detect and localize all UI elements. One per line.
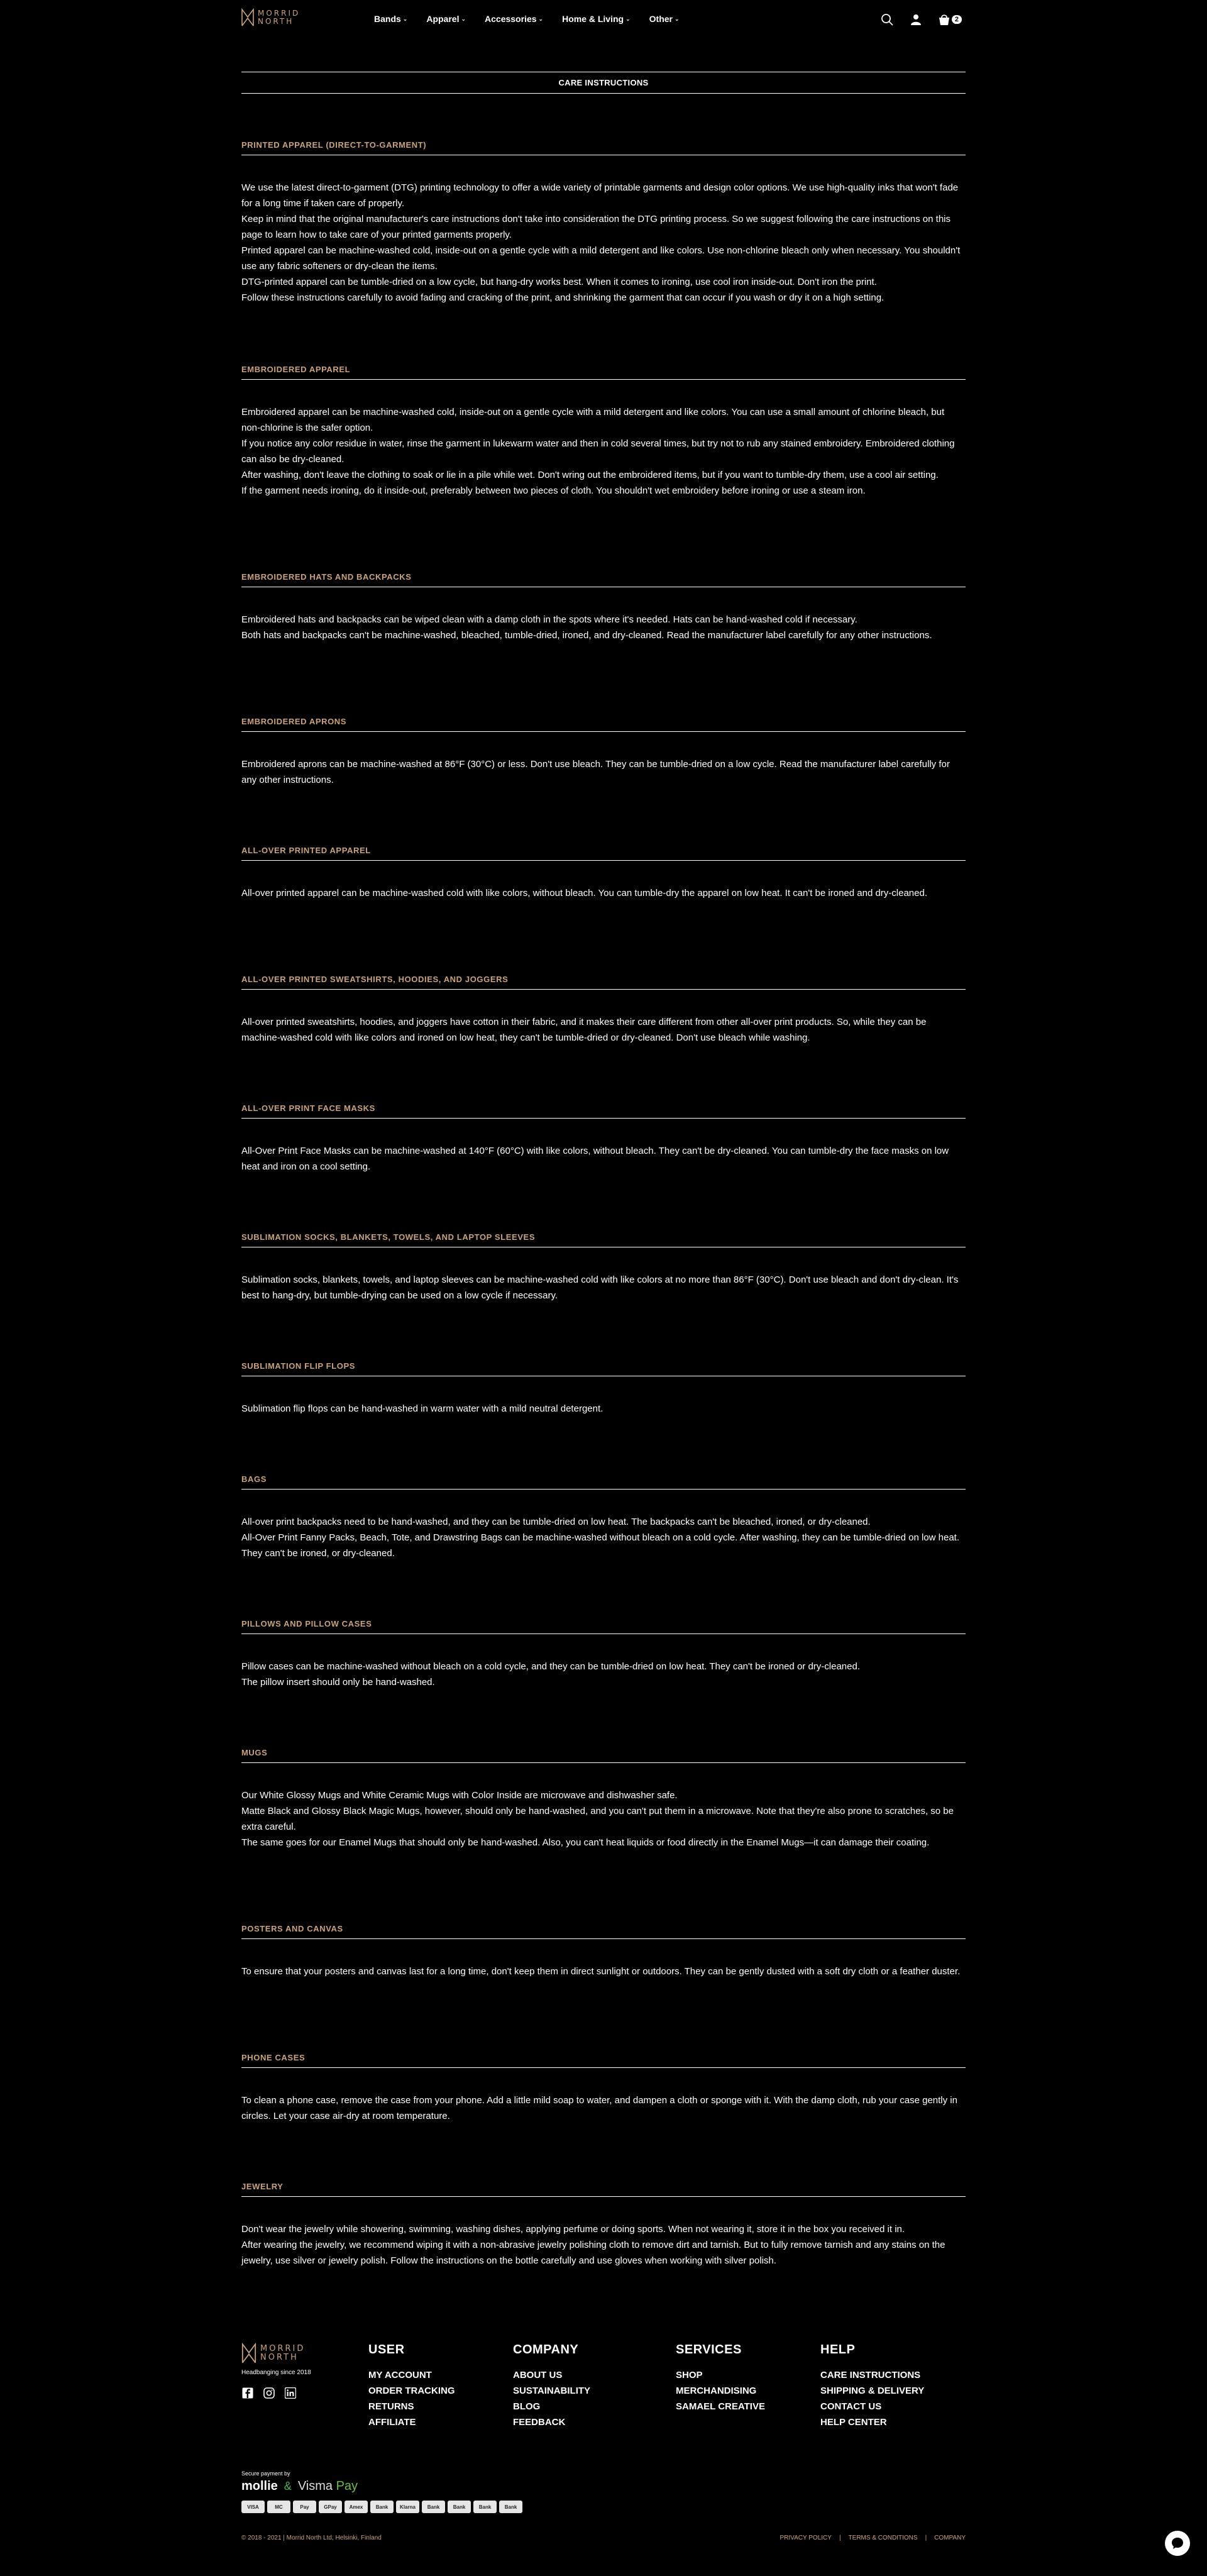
footer-link-order-tracking[interactable]: ORDER TRACKING — [368, 2385, 455, 2396]
company-link[interactable]: COMPANY — [934, 2535, 966, 2541]
chat-bubble-icon — [1171, 2536, 1184, 2550]
visma-pay-logo — [298, 2479, 358, 2494]
section-body — [241, 1272, 966, 1303]
bank-icon: Bank — [422, 2501, 445, 2513]
bank-icon: Bank — [370, 2501, 394, 2513]
section-embroidered-apparel — [241, 365, 966, 499]
section-embroidered-aprons — [241, 717, 966, 788]
logo-wordmark — [260, 2345, 305, 2362]
footer-col-title: USER — [368, 2343, 405, 2357]
nav-label: Bands — [374, 14, 401, 24]
nav-other[interactable] — [649, 14, 680, 24]
paragraph: If you notice any color residue in water, rinse the garment in lukewarm water and then in cold several times, but try not to rub any stained embroidery. Embroidered clothing can also be dry-cleaned. — [241, 438, 955, 465]
site-logo[interactable] — [241, 8, 300, 27]
section-heading: ALL-OVER PRINTED SWEATSHIRTS, HOODIES, AND JOGGERS — [241, 975, 966, 990]
section-flip-flops — [241, 1361, 966, 1417]
nav-apparel[interactable] — [426, 14, 466, 24]
nav-label: Other — [649, 14, 673, 24]
copyright: © 2018 - 2021 | Morrid North Ltd, Helsinki, Finland — [241, 2535, 382, 2541]
section-body — [241, 1964, 966, 1979]
facebook-icon[interactable] — [241, 2387, 254, 2399]
paragraph: Matte Black and Glossy Black Magic Mugs, however, should only be hand-washed, and you can't put them in a microwave. Note that they're also prone to scratches, so be extra careful. — [241, 1806, 954, 1832]
paragraph: All-Over Print Fanny Packs, Beach, Tote, and Drawstring Bags can be machine-washed without bleach on a cold cycle. After washing, they can be tumble-dried on low heat. They can't be ironed, or dry-cleaned. — [241, 1532, 959, 1559]
section-heading: SUBLIMATION FLIP FLOPS — [241, 1361, 966, 1376]
paragraph: Embroidered aprons can be machine-washed at 86°F (30°C) or less. Don't use bleach. They can be tumble-dried on a low cycle. Read the manufacturer label carefully for any other instructions. — [241, 759, 950, 785]
search-icon[interactable] — [880, 13, 894, 26]
nav-label: Apparel — [426, 14, 460, 24]
section-body — [241, 404, 966, 499]
separator: | — [839, 2535, 841, 2541]
title-divider-bottom — [241, 93, 966, 94]
google-pay-icon: GPay — [319, 2501, 342, 2513]
nav-label: Accessories — [485, 14, 537, 24]
nav-bands[interactable] — [374, 14, 407, 24]
footer-link-contact-us[interactable]: CONTACT US — [820, 2401, 882, 2412]
paragraph: Don't wear the jewelry while showering, swimming, washing dishes, applying perfume or doing sports. When not wearing it, store it in the box you received it in. — [241, 2224, 905, 2235]
logo-wordmark — [258, 9, 300, 26]
paragraph: All-Over Print Face Masks can be machine-washed at 140°F (60°C) with like colors, without bleach. They can't be dry-cleaned. You can tumble-dry the face masks on low heat and iron on a cool setting. — [241, 1146, 949, 1172]
footer-col-user — [368, 2343, 455, 2430]
paragraph: All-over printed apparel can be machine-washed cold with like colors, without bleach. You can tumble-dry the apparel on low heat. It can't be ironed and dry-cleaned. — [241, 888, 928, 898]
instagram-icon[interactable] — [263, 2387, 275, 2399]
footer-col-company — [513, 2343, 590, 2430]
logo-line-2: NORTH — [258, 17, 294, 26]
visa-card-icon: VISA — [241, 2501, 265, 2513]
section-mugs — [241, 1748, 966, 1850]
section-heading: PRINTED APPAREL (DIRECT-TO-GARMENT) — [241, 140, 966, 155]
section-body — [241, 612, 966, 643]
footer-link-merchandising[interactable]: MERCHANDISING — [676, 2385, 757, 2396]
nav-label: Home & Living — [562, 14, 624, 24]
paragraph: Keep in mind that the original manufacturer's care instructions don't take into consideration the DTG printing process. So we suggest following the care instructions on this page to learn how to take care of your printed garments properly. — [241, 214, 951, 240]
logo-line-1: MORRID — [260, 2344, 306, 2353]
footer-col-title: SERVICES — [676, 2343, 742, 2357]
logo-line-1: MORRID — [258, 9, 300, 18]
paragraph: Embroidered hats and backpacks can be wiped clean with a damp cloth in the spots where it's needed. Hats can be hand-washed cold if necessary. — [241, 614, 857, 625]
paragraph: If the garment needs ironing, do it inside-out, preferably between two pieces of cloth. You shouldn't wet embroidery before ironing or use a steam iron. — [241, 485, 866, 496]
section-body — [241, 1514, 966, 1561]
chevron-down-icon: ⌄ — [626, 15, 631, 22]
privacy-policy-link[interactable]: PRIVACY POLICY — [780, 2535, 832, 2541]
section-sublimation-socks — [241, 1232, 966, 1303]
section-body — [241, 1401, 966, 1417]
paragraph: Pillow cases can be machine-washed without bleach on a cold cycle, and they can be tumble-dried on low heat. They can't be ironed or dry-cleaned. — [241, 1661, 860, 1672]
cart-count-badge: 2 — [952, 15, 962, 24]
bank-icon: Bank — [499, 2501, 522, 2513]
section-body — [241, 1014, 966, 1046]
section-jewelry — [241, 2182, 966, 2269]
section-heading: SUBLIMATION SOCKS, BLANKETS, TOWELS, AND LAPTOP SLEEVES — [241, 1232, 966, 1247]
section-heading: JEWELRY — [241, 2182, 966, 2197]
footer-link-help-center[interactable]: HELP CENTER — [820, 2417, 887, 2428]
section-heading: ALL-OVER PRINTED APPAREL — [241, 846, 966, 861]
footer-tagline: Headbanging since 2018 — [241, 2369, 311, 2376]
section-embroidered-hats — [241, 572, 966, 643]
section-body — [241, 1788, 966, 1850]
user-icon[interactable] — [909, 13, 923, 26]
cart-button[interactable] — [938, 13, 962, 26]
mollie-logo: mollie — [241, 2479, 278, 2493]
section-face-masks — [241, 1103, 966, 1175]
apple-pay-icon: Pay — [293, 2501, 316, 2513]
section-phone-cases — [241, 2053, 966, 2124]
chat-button[interactable] — [1165, 2531, 1190, 2556]
section-body — [241, 2221, 966, 2269]
footer-link-care-instructions[interactable]: CARE INSTRUCTIONS — [820, 2370, 921, 2380]
visma-text: Visma — [297, 2479, 333, 2493]
section-heading: EMBROIDERED APPAREL — [241, 365, 966, 380]
section-bags — [241, 1474, 966, 1561]
section-body — [241, 2092, 966, 2124]
payment-methods — [241, 2501, 522, 2513]
footer-link-shipping-delivery[interactable]: SHIPPING & DELIVERY — [820, 2385, 925, 2396]
page-title: CARE INSTRUCTIONS — [558, 78, 649, 87]
shopping-bag-icon — [938, 14, 951, 25]
footer-col-help — [820, 2343, 924, 2430]
section-heading: PHONE CASES — [241, 2053, 966, 2068]
paragraph: Both hats and backpacks can't be machine-washed, bleached, tumble-dried, ironed, and dry-cleaned. Read the manufacturer label carefully for any other instructions. — [241, 630, 932, 641]
mastercard-icon: MC — [267, 2501, 290, 2513]
terms-link[interactable]: TERMS & CONDITIONS — [848, 2535, 918, 2541]
chevron-down-icon: ⌄ — [674, 15, 680, 22]
section-all-over-apparel — [241, 846, 966, 901]
payment-providers — [241, 2479, 358, 2494]
paragraph: To clean a phone case, remove the case from your phone. Add a little mild soap to water, and dampen a cloth or sponge with it. With the damp cloth, rub your case gently in circles. Let your case air-dry at room temperature. — [241, 2095, 957, 2121]
section-posters — [241, 1924, 966, 1979]
section-heading: PILLOWS AND PILLOW CASES — [241, 1619, 966, 1634]
paragraph: The same goes for our Enamel Mugs that should only be hand-washed. Also, you can't heat liquids or food directly in the Enamel Mugs—it can damage their coating. — [241, 1837, 930, 1848]
section-heading: MUGS — [241, 1748, 966, 1763]
footer-link-my-account[interactable]: MY ACCOUNT — [368, 2370, 432, 2380]
paragraph: Printed apparel can be machine-washed cold, inside-out on a gentle cycle with a mild detergent and like colors. Use non-chlorine bleach only when necessary. You shouldn't use any fabric softeners or dry-clean the items. — [241, 245, 961, 272]
amex-icon: Amex — [344, 2501, 368, 2513]
footer-link-samael-creative[interactable]: SAMAEL CREATIVE — [676, 2401, 765, 2412]
section-body — [241, 180, 966, 306]
section-heading: POSTERS AND CANVAS — [241, 1924, 966, 1939]
section-body — [241, 1143, 966, 1175]
section-heading: EMBROIDERED HATS AND BACKPACKS — [241, 572, 966, 587]
separator: | — [925, 2535, 927, 2541]
pay-text: Pay — [336, 2479, 358, 2493]
page-container — [241, 0, 966, 2541]
section-heading: ALL-OVER PRINT FACE MASKS — [241, 1103, 966, 1119]
paragraph: All-over printed sweatshirts, hoodies, and joggers have cotton in their fabric, and it makes their care different from other all-over print products. So, while they can be machine-washed cold with like colors and ironed on low heat, they can't be tumble-dried or dry-cleaned. Don't use bleach while washing. — [241, 1017, 927, 1043]
klarna-icon: Klarna — [396, 2501, 419, 2513]
paragraph: DTG-printed apparel can be tumble-dried on a low cycle, but hang-dry works best. When it comes to ironing, use cool iron inside-out. Don't iron the print. — [241, 277, 877, 287]
logo-mark-icon — [241, 8, 254, 27]
section-heading: EMBROIDERED APRONS — [241, 717, 966, 732]
footer-link-affiliate[interactable]: AFFILIATE — [368, 2417, 416, 2428]
linkedin-icon[interactable] — [284, 2387, 297, 2399]
header-actions — [880, 13, 962, 26]
footer-link-feedback[interactable]: FEEDBACK — [513, 2417, 566, 2428]
chevron-down-icon: ⌄ — [402, 15, 408, 22]
footer-link-shop[interactable]: SHOP — [676, 2370, 703, 2380]
paragraph: The pillow insert should only be hand-washed. — [241, 1677, 435, 1688]
logo-line-2: NORTH — [260, 2353, 299, 2362]
footer-link-about-us[interactable]: ABOUT US — [513, 2370, 563, 2380]
ampersand: & — [284, 2480, 292, 2492]
footer-col-title: COMPANY — [513, 2343, 579, 2357]
secure-payment-label: Secure payment by — [241, 2470, 290, 2477]
paragraph: Follow these instructions carefully to avoid fading and cracking of the print, and shrinking the garment that can occur if you wash or dry it on a high setting. — [241, 292, 885, 303]
section-body — [241, 756, 966, 788]
paragraph: Sublimation flip flops can be hand-washed in warm water with a mild neutral detergent. — [241, 1403, 604, 1414]
paragraph: Embroidered apparel can be machine-washed cold, inside-out on a gentle cycle with a mild detergent and like colors. You can use a small amount of chlorine bleach, but non-chlorine is the safer option. — [241, 407, 945, 433]
legal-links — [780, 2535, 966, 2541]
social-links — [241, 2387, 297, 2399]
chevron-down-icon: ⌄ — [538, 15, 544, 22]
paragraph: To ensure that your posters and canvas last for a long time, don't keep them in direct sunlight or outdoors. They can be gently dusted with a soft dry cloth or a feather duster. — [241, 1966, 961, 1977]
bank-icon: Bank — [473, 2501, 497, 2513]
footer-link-blog[interactable]: BLOG — [513, 2401, 541, 2412]
site-header — [241, 0, 966, 40]
footer-link-returns[interactable]: RETURNS — [368, 2401, 414, 2412]
chevron-down-icon: ⌄ — [461, 15, 466, 22]
paragraph: After washing, don't leave the clothing to soak or lie in a pile while wet. Don't wring out the embroidered items, but if you want to tumble-dry them, use a cool air setting. — [241, 470, 939, 480]
section-printed-apparel — [241, 140, 966, 306]
paragraph: After wearing the jewelry, we recommend wiping it with a non-abrasive jewelry polishing cloth to remove dirt and tarnish. But to fully remove tarnish and any stains on the jewelry, use silver or jewelry polish. Follow the instructions on the bottle carefully and use gloves when working with silver polish. — [241, 2240, 945, 2266]
paragraph: Our White Glossy Mugs and White Ceramic Mugs with Color Inside are microwave and dishwasher safe. — [241, 1790, 678, 1801]
nav-accessories[interactable] — [485, 14, 543, 24]
section-heading: BAGS — [241, 1474, 966, 1490]
section-pillows — [241, 1619, 966, 1690]
footer-col-title: HELP — [820, 2343, 856, 2357]
nav-home-living[interactable] — [562, 14, 631, 24]
main-nav — [374, 14, 698, 24]
section-all-over-sweatshirts — [241, 975, 966, 1046]
section-body — [241, 1659, 966, 1690]
paragraph: We use the latest direct-to-garment (DTG) printing technology to offer a wide variety of printable garments and design color options. We use high-quality inks that won't fade for a long time if taken care of properly. — [241, 182, 959, 209]
paragraph: Sublimation socks, blankets, towels, and laptop sleeves can be machine-washed cold with like colors at no more than 86°F (30°C). Don't use bleach and don't dry-clean. It's best to hang-dry, but tumble-drying can be used on a low cycle if necessary. — [241, 1274, 959, 1301]
section-body — [241, 885, 966, 901]
footer-logo[interactable] — [241, 2343, 305, 2364]
footer-col-services — [676, 2343, 765, 2414]
logo-mark-icon — [241, 2343, 256, 2364]
footer-link-sustainability[interactable]: SUSTAINABILITY — [513, 2385, 591, 2396]
bank-icon: Bank — [448, 2501, 471, 2513]
paragraph: All-over print backpacks need to be hand-washed, and they can be tumble-dried on low heat. The backpacks can't be bleached, ironed, or dry-cleaned. — [241, 1517, 871, 1527]
